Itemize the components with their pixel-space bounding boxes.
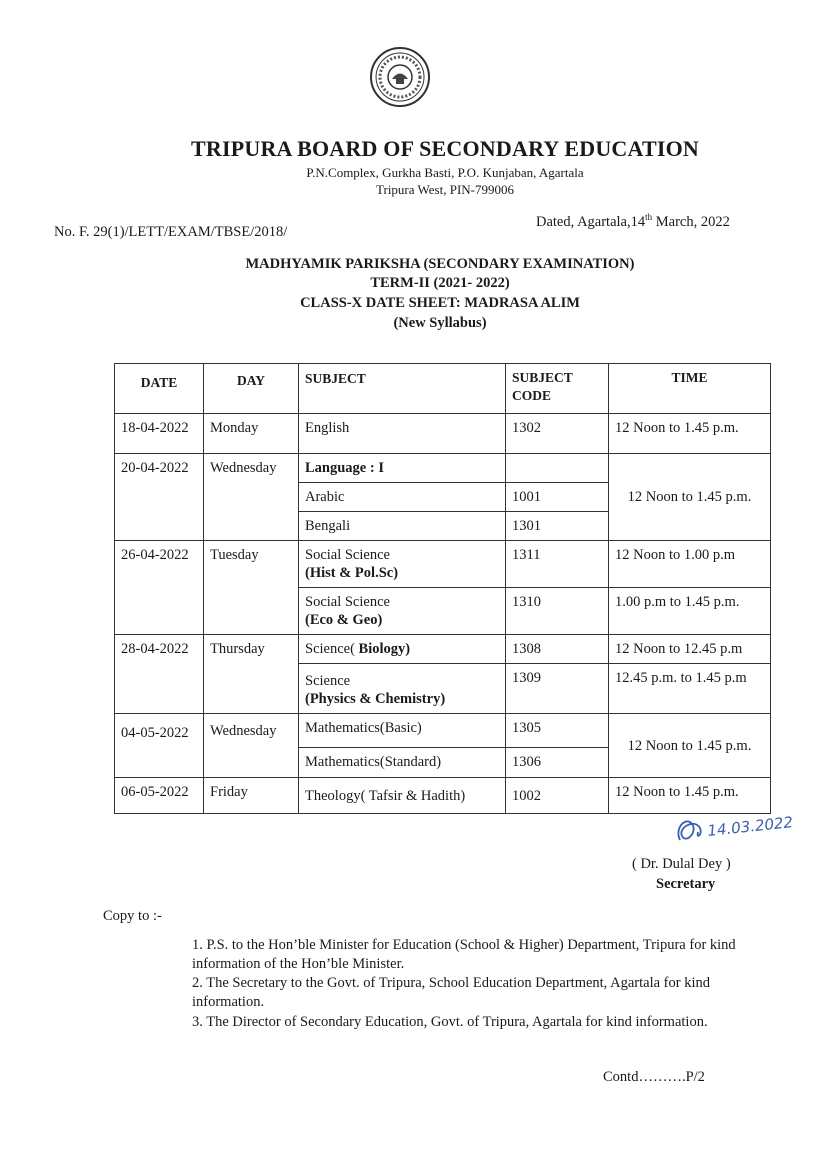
date-line: Dated, Agartala,14th March, 2022 (536, 212, 730, 230)
day-cell: Wednesday (204, 454, 299, 541)
time-cell: 12 Noon to 12.45 p.m (609, 635, 771, 664)
subject-cell: Social Science (Eco & Geo) (299, 588, 506, 635)
table-header-row (115, 364, 771, 414)
subject-cell: Arabic (299, 483, 506, 512)
day-cell: Thursday (204, 635, 299, 714)
time-cell: 1.00 p.m to 1.45 p.m. (609, 588, 771, 635)
exam-title: MADHYAMIK PARIKSHA (SECONDARY EXAMINATION) (245, 256, 635, 272)
code-cell: 1310 (506, 588, 609, 635)
code-cell: 1301 (506, 512, 609, 541)
time-cell: 12 Noon to 1.00 p.m (609, 541, 771, 588)
table-row (115, 778, 771, 814)
reference-number: No. F. 29(1)/LETT/EXAM/TBSE/2018/ (54, 224, 288, 240)
header-date: DATE (115, 364, 204, 414)
code-cell (506, 454, 609, 483)
date-cell: 28-04-2022 (115, 635, 204, 714)
time-cell: 12 Noon to 1.45 p.m. (609, 414, 771, 454)
header-day: DAY (204, 364, 299, 414)
date-cell: 20-04-2022 (115, 454, 204, 541)
subject-cell: Theology( Tafsir & Hadith) (299, 778, 506, 814)
time-cell: 12 Noon to 1.45 p.m. (609, 454, 771, 541)
date-cell: 18-04-2022 (115, 414, 204, 454)
address-line-1: P.N.Complex, Gurkha Basti, P.O. Kunjaban, Agartala (306, 165, 584, 180)
signatory-designation: Secretary (656, 876, 716, 892)
code-cell: 1302 (506, 414, 609, 454)
table-row (115, 714, 771, 748)
continued-note: Contd……….P/2 (603, 1069, 705, 1085)
subject-cell: Bengali (299, 512, 506, 541)
date-sheet-table (114, 363, 771, 814)
copy-to-label: Copy to :- (103, 908, 162, 924)
day-cell: Friday (204, 778, 299, 814)
board-seal-icon (369, 46, 431, 108)
copy-recipient: 2. The Secretary to the Govt. of Tripura, School Education Department, Agartala for kind information. (192, 975, 710, 1010)
date-cell: 04-05-2022 (115, 714, 204, 778)
code-cell: 1308 (506, 635, 609, 664)
signature-scribble-icon (672, 810, 802, 850)
subject-group-heading: Language : I (299, 454, 506, 483)
syllabus-note: (New Syllabus) (393, 315, 487, 331)
table-row (115, 454, 771, 483)
time-cell: 12.45 p.m. to 1.45 p.m (609, 664, 771, 714)
subject-cell: English (299, 414, 506, 454)
table-row (115, 414, 771, 454)
header-subject: SUBJECT (299, 364, 506, 414)
header-time: TIME (609, 364, 771, 414)
subject-cell: Social Science (Hist & Pol.Sc) (299, 541, 506, 588)
header-subject-code: SUBJECT CODE (506, 364, 609, 414)
time-cell: 12 Noon to 1.45 p.m. (609, 778, 771, 814)
day-cell: Tuesday (204, 541, 299, 635)
table-row (115, 635, 771, 664)
copy-recipient: 1. P.S. to the Hon’ble Minister for Education (School & Higher) Department, Tripura for kind information of the Hon’ble Minister. (192, 937, 736, 972)
signature-date: 14.03.2022 (706, 813, 794, 840)
signatory-name: ( Dr. Dulal Dey ) (632, 856, 731, 872)
code-cell: 1306 (506, 748, 609, 778)
day-cell: Monday (204, 414, 299, 454)
board-name: TRIPURA BOARD OF SECONDARY EDUCATION (191, 136, 699, 161)
date-sheet-title: CLASS-X DATE SHEET: MADRASA ALIM (300, 295, 580, 311)
table-row (115, 541, 771, 588)
subject-cell: Science( Biology) (299, 635, 506, 664)
subject-cell: Mathematics(Standard) (299, 748, 506, 778)
day-cell: Wednesday (204, 714, 299, 778)
time-cell: 12 Noon to 1.45 p.m. (609, 714, 771, 778)
copy-recipient: 3. The Director of Secondary Education, Govt. of Tripura, Agartala for kind information. (192, 1014, 708, 1030)
code-cell: 1305 (506, 714, 609, 748)
subject-cell: Science (Physics & Chemistry) (299, 664, 506, 714)
date-cell: 06-05-2022 (115, 778, 204, 814)
code-cell: 1001 (506, 483, 609, 512)
address-line-2: Tripura West, PIN-799006 (376, 182, 514, 197)
term-title: TERM-II (2021- 2022) (370, 275, 510, 291)
code-cell: 1311 (506, 541, 609, 588)
code-cell: 1002 (506, 778, 609, 814)
subject-cell: Mathematics(Basic) (299, 714, 506, 748)
code-cell: 1309 (506, 664, 609, 714)
date-cell: 26-04-2022 (115, 541, 204, 635)
